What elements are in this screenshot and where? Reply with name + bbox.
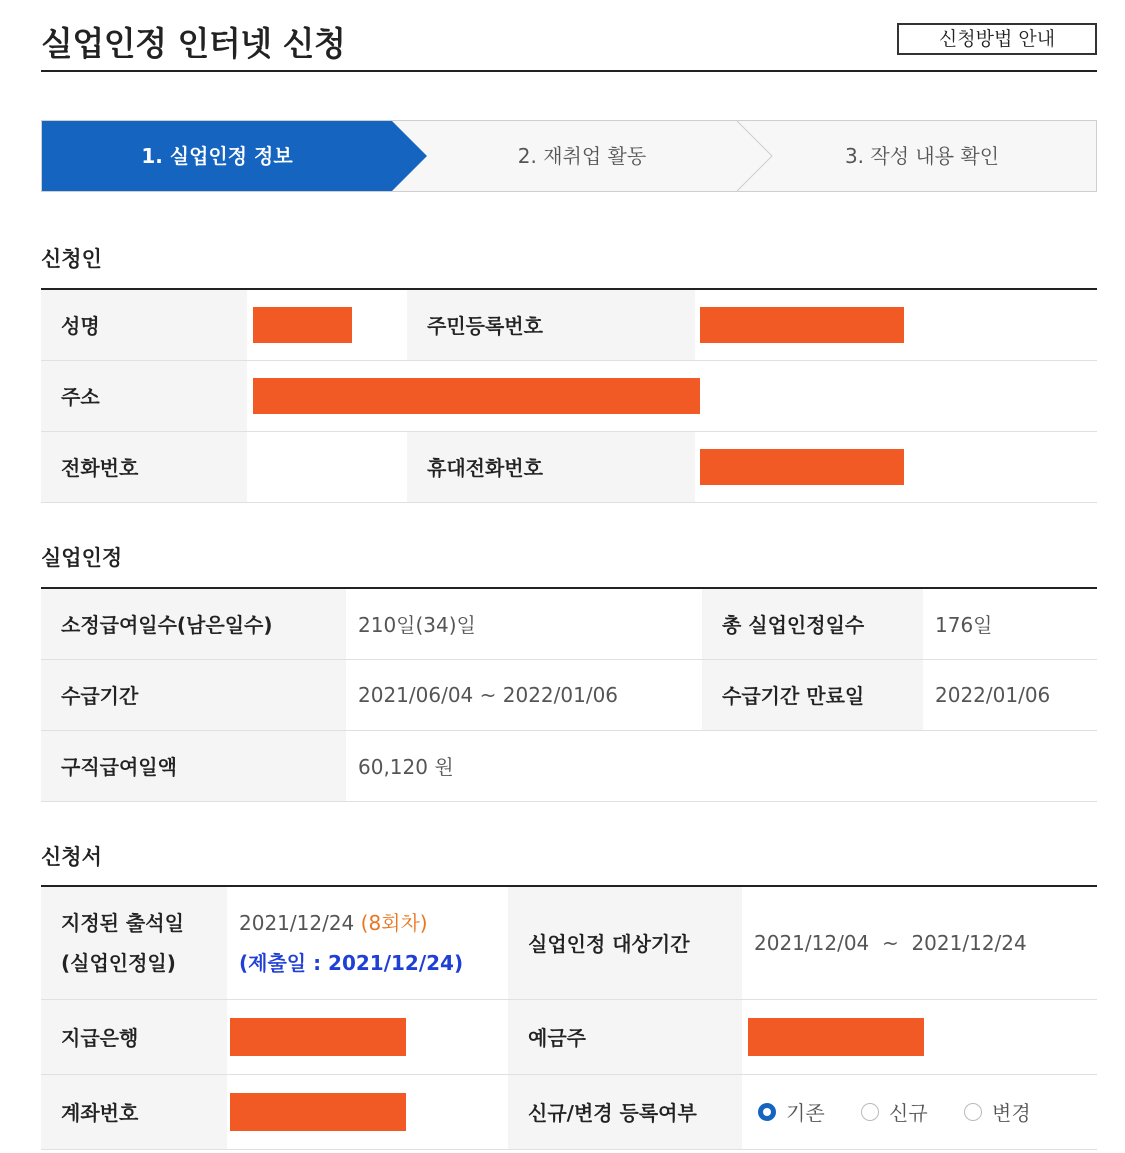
guide-button[interactable]: 신청방법 안내: [897, 23, 1097, 55]
mobile-label: 휴대전화번호: [407, 431, 695, 502]
attend-date: 2021/12/24: [239, 910, 355, 935]
table-row: [41, 289, 1097, 360]
address-redacted: [253, 378, 700, 414]
expiry-value: 2022/01/06: [923, 659, 1097, 730]
table-row: [41, 1074, 1097, 1149]
radio-unchecked-icon: [964, 1103, 982, 1121]
target-value: 2021/12/04 ~ 2021/12/24: [742, 886, 1097, 999]
days-label: 소정급여일수(남은일수): [41, 588, 346, 659]
radio-change[interactable]: 변경: [964, 1097, 1031, 1126]
bank-label: 지급은행: [41, 999, 227, 1074]
table-row: [41, 886, 1097, 999]
phone-value: [247, 431, 407, 502]
period-value: 2021/06/04 ~ 2022/01/06: [346, 659, 702, 730]
name-label: 성명: [41, 289, 247, 360]
mobile-redacted: [700, 449, 904, 485]
table-row: [41, 659, 1097, 730]
address-label: 주소: [41, 360, 247, 431]
application-table: [41, 885, 1097, 1150]
bank-redacted: [230, 1018, 406, 1056]
table-row: [41, 730, 1097, 801]
attend-round: (8회차): [360, 910, 428, 935]
radio-existing[interactable]: 기존: [758, 1097, 825, 1126]
section-applicant-title: 신청인: [41, 247, 102, 271]
radio-new[interactable]: 신규: [861, 1097, 928, 1126]
radio-checked-icon: [758, 1103, 776, 1121]
name-redacted: [253, 307, 352, 343]
radio-unchecked-icon: [861, 1103, 879, 1121]
reg-label: 신규/변경 등록여부: [508, 1074, 742, 1149]
table-row: [41, 588, 1097, 659]
total-value: 176일: [923, 588, 1097, 659]
step-3: 3. 작성 내용 확인: [844, 144, 1000, 168]
account-label: 계좌번호: [41, 1074, 227, 1149]
attend-label-2: (실업인정일): [61, 950, 176, 975]
title-divider: [41, 70, 1097, 72]
holder-label: 예금주: [508, 999, 742, 1074]
table-row: [41, 431, 1097, 502]
holder-redacted: [748, 1018, 924, 1056]
table-row: [41, 999, 1097, 1074]
target-label: 실업인정 대상기간: [508, 886, 742, 999]
rrn-label: 주민등록번호: [407, 289, 695, 360]
applicant-table: [41, 288, 1097, 503]
phone-label: 전화번호: [41, 431, 247, 502]
rrn-redacted: [700, 307, 904, 343]
step-progress: [41, 120, 1097, 192]
account-redacted: [230, 1093, 406, 1131]
daily-value: 60,120 원: [346, 730, 1097, 801]
section-application-title: 신청서: [41, 845, 102, 869]
daily-label: 구직급여일액: [41, 730, 346, 801]
expiry-label: 수급기간 만료일: [702, 659, 923, 730]
step-2: 2. 재취업 활동: [517, 144, 647, 168]
step-1: 1. 실업인정 정보: [141, 144, 293, 168]
days-value: 210일(34)일: [346, 588, 702, 659]
period-label: 수급기간: [41, 659, 346, 730]
section-recognition-title: 실업인정: [41, 546, 123, 570]
submit-date: (제출일 : 2021/12/24): [239, 950, 464, 975]
recognition-table: [41, 587, 1097, 802]
attend-label-1: 지정된 출석일: [61, 910, 184, 935]
total-label: 총 실업인정일수: [702, 588, 923, 659]
table-row: [41, 360, 1097, 431]
step-divider: [737, 121, 772, 191]
page-title: 실업인정 인터넷 신청: [41, 24, 346, 63]
